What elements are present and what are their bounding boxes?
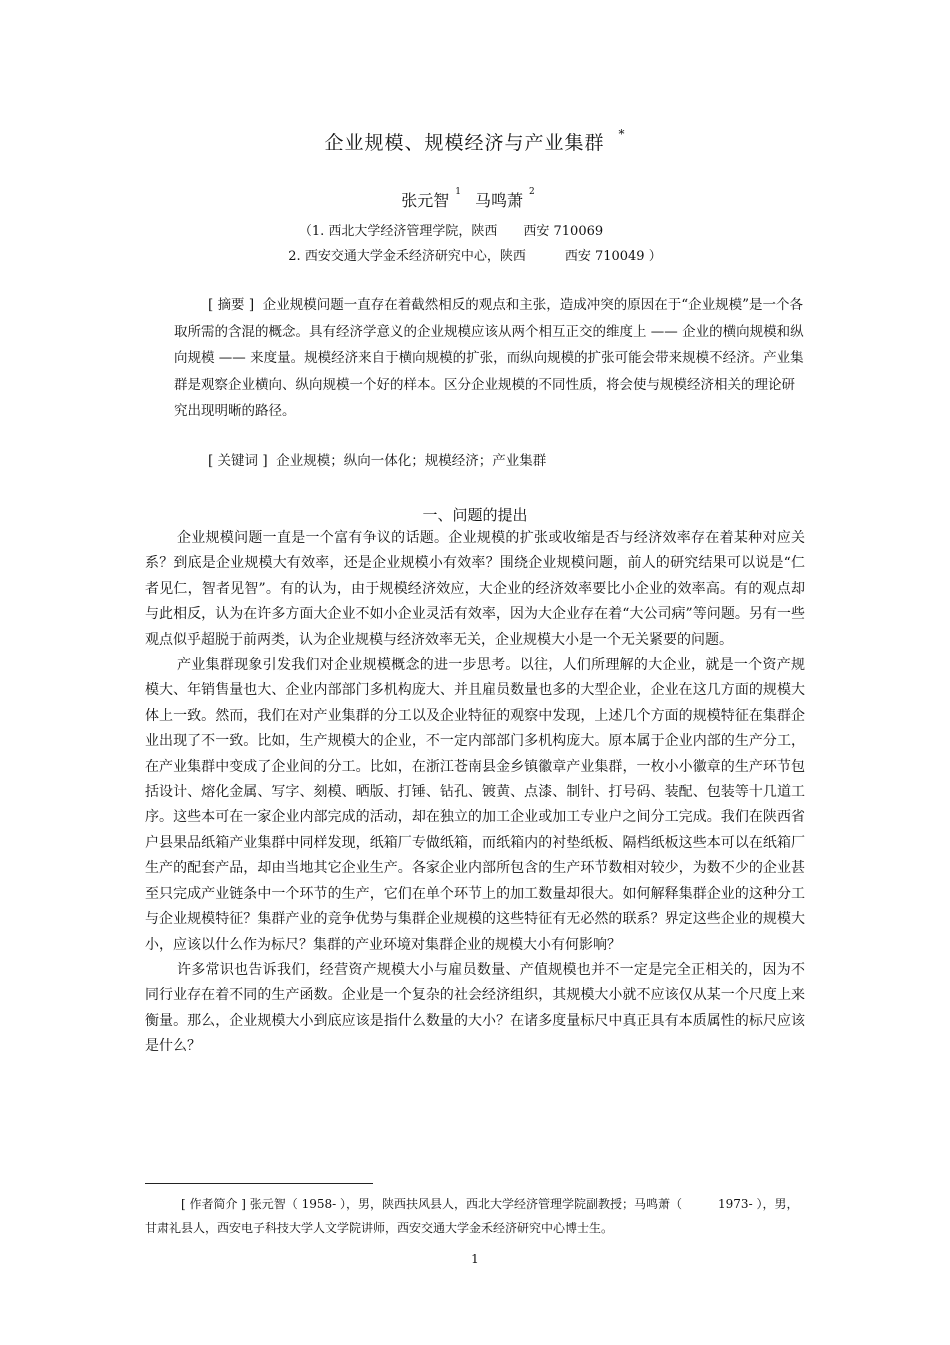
body-paragraph: 企业规模问题一直是一个富有争议的话题。企业规模的扩张或收缩是否与经济效率存在着某种对应关系？到底是企业规模大有效率，还是企业规模小有效率？围绕企业规模问题，前人的研究结果可以说是“仁者见仁，智者见智”。有的认为，由于规模经济效应，大企业的经济效率要比小企业的效率高。有的观点却与此相反，认为在许多方面大企业不如小企业灵活有效率，因为大企业存在着“大公司病”等问题。另有一些观点似乎超脱于前两类，认为企业规模与经济效率无关，企业规模大小是一个无关紧要的问题。 xyxy=(145,530,805,648)
affiliation-line: （1. 西北大学经济管理学院，陕西 西安 710069 xyxy=(298,224,604,239)
keywords xyxy=(208,449,546,469)
section-body xyxy=(145,526,805,1060)
author-affiliation-mark: 2 xyxy=(529,186,535,197)
affiliation-line: 2. 西安交通大学金禾经济研究中心，陕西 西安 710049 ） xyxy=(288,249,662,264)
footnote-text: [ 作者简介 ] 张元智（ 1958- ），男，陕西扶风县人，西北大学经济管理学院副教授；马鸣萧（ 1973- ），男，甘肃礼县人，西安电子科技大学人文学院讲师，西安交通大学金禾经济研究中心博士生。 xyxy=(145,1197,799,1235)
title-footnote-mark: * xyxy=(618,126,626,141)
author-footnote xyxy=(145,1192,809,1240)
author-affiliation-mark: 1 xyxy=(455,186,461,197)
author-name: 马鸣萧 xyxy=(475,191,524,210)
footnote-divider xyxy=(145,1183,373,1184)
page-number: 1 xyxy=(471,1252,479,1266)
author-line xyxy=(0,188,950,211)
abstract xyxy=(174,292,806,425)
keywords-label: [ 关键词 ] xyxy=(208,453,268,469)
body-paragraph: 许多常识也告诉我们，经营资产规模大小与雇员数量、产值规模也并不一定是完全正相关的，因为不同行业存在着不同的生产函数。企业是一个复杂的社会经济组织，其规模大小就不应该仅从某一个尺度上来衡量。那么，企业规模大小到底应该是指什么数量的大小？在诸多度量标尺中真正具有本质属性的标尺应该是什么？ xyxy=(145,961,805,1055)
author-name: 张元智 xyxy=(401,191,450,210)
paper-title xyxy=(0,128,950,155)
section-heading: 一、问题的提出 xyxy=(422,506,528,524)
title-text: 企业规模、规模经济与产业集群 xyxy=(324,132,605,154)
abstract-text: 企业规模问题一直存在着截然相反的观点和主张，造成冲突的原因在于“企业规模”是一个各取所需的含混的概念。具有经济学意义的企业规模应该从两个相互正交的维度上 —— 企业的横向规模和纵向规模 —— 来度量。规模经济来自于横向规模的扩张，而纵向规模的扩张可能会带来规模不经济。产业集群是观察企业横向、纵向规模一个好的样本。区分企业规模的不同性质，将会使与规模经济相关的理论研究出现明晰的路径。 xyxy=(174,297,804,420)
body-paragraph: 产业集群现象引发我们对企业规模概念的进一步思考。以往，人们所理解的大企业，就是一个资产规模大、年销售量也大、企业内部部门多机构庞大、并且雇员数量也多的大型企业，企业在这几方面的规模大体上一致。然而，我们在对产业集群的分工以及企业特征的观察中发现，上述几个方面的规模特征在集群企业出现了不一致。比如，生产规模大的企业，不一定内部部门多机构庞大。原本属于企业内部的生产分工，在产业集群中变成了企业间的分工。比如，在浙江苍南县金乡镇徽章产业集群，一枚小小徽章的生产环节包括设计、熔化金属、写字、刻模、晒版、打锤、钻孔、镀黄、点漆、制针、打号码、装配、包装等十几道工序。这些本可在一家企业内部完成的活动，却在独立的加工企业或加工专业户之间分工完成。我们在陕西省户县果品纸箱产业集群中同样发现，纸箱厂专做纸箱，而纸箱内的衬垫纸板、隔档纸板这些本可以在纸箱厂生产的配套产品，却由当地其它企业生产。各家企业内部所包含的生产环节数相对较少，为数不少的企业甚至只完成产业链条中一个环节的生产，它们在单个环节上的加工数量却很大。如何解释集群企业的这种分工与企业规模特征？集群产业的竞争优势与集群企业规模的这些特征有无必然的联系？界定这些企业的规模大小，应该以什么作为标尺？集群的产业环境对集群企业的规模大小有何影响？ xyxy=(145,657,805,953)
keywords-text: 企业规模；纵向一体化；规模经济；产业集群 xyxy=(276,453,547,469)
abstract-label: [ 摘要 ] xyxy=(208,297,255,313)
